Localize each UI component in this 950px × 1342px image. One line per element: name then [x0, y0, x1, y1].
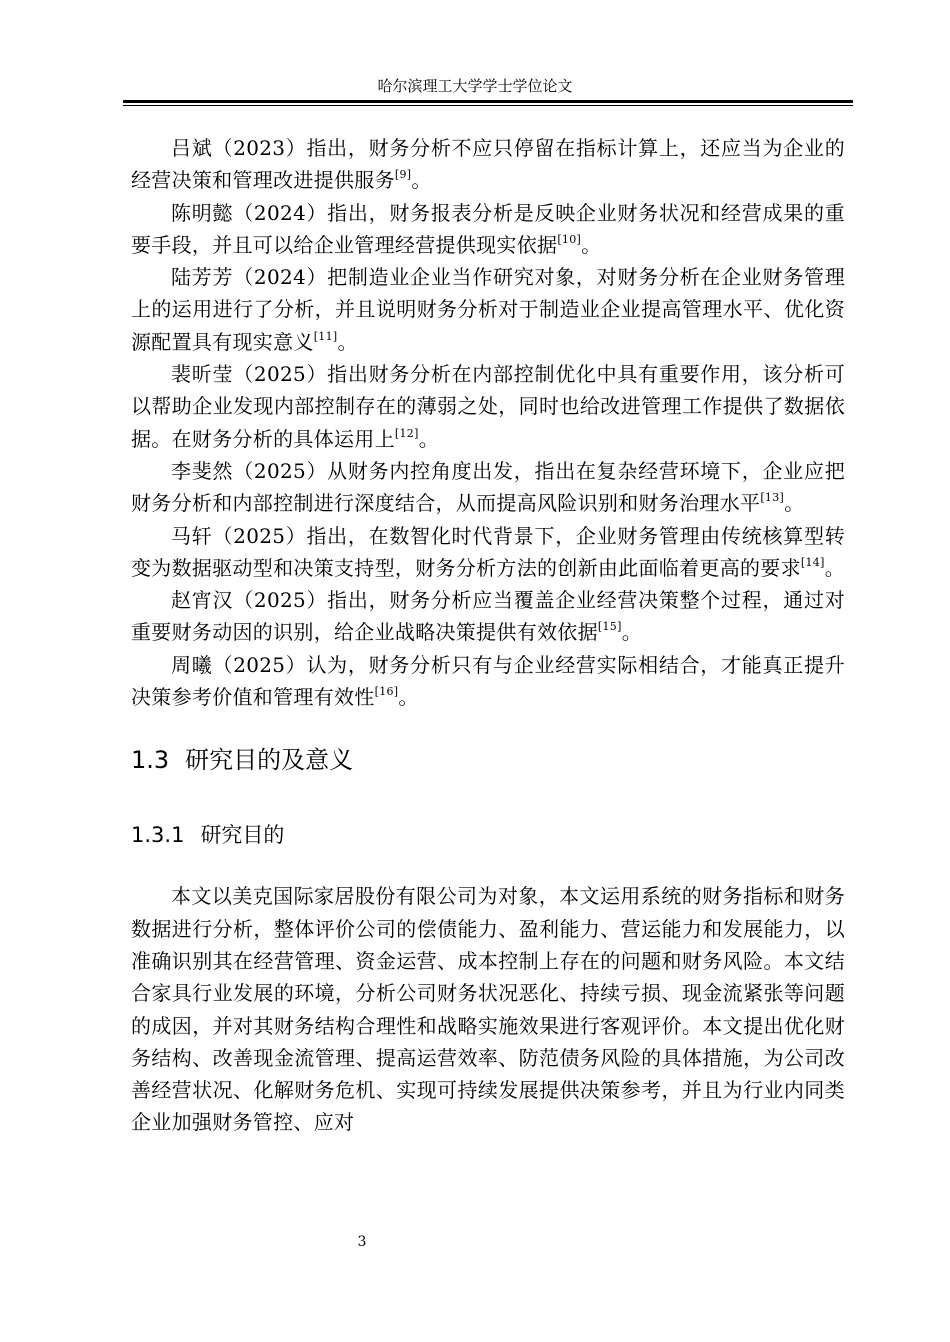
paragraph-ma-xuan: 马轩（2025）指出，在数智化时代背景下，企业财务管理由传统核算型转变为数据驱动型和决策支持型，财务分析方法的创新由此面临着更高的要求[14]。 [131, 523, 845, 580]
paragraph-li-feiran: 李斐然（2025）从财务内控角度出发，指出在复杂经营环境下，企业应把财务分析和内部控制进行深度结合，从而提高风险识别和财务治理水平[13]。 [131, 458, 845, 516]
subsection-title: 研究目的 [200, 823, 285, 848]
citation: [14] [800, 555, 825, 569]
citation: [16] [374, 685, 399, 699]
header-rule-thick [123, 100, 853, 103]
subsection-number: 1.3.1 [131, 823, 185, 848]
paragraph-chen-mingyi: 陈明懿（2024）指出，财务报表分析是反映企业财务状况和经营成果的重要手段，并且可以给企业管理经营提供现实依据[10]。 [131, 200, 845, 257]
section-number: 1.3 [131, 746, 170, 775]
section-title: 研究目的及意义 [185, 746, 354, 775]
paragraph-zhou-xi: 周曦（2025）认为，财务分析只有与企业经营实际相结合，才能真正提升决策参考价值和管理有效性[16]。 [131, 652, 845, 710]
citation: [10] [557, 232, 582, 246]
citation: [13] [760, 491, 785, 505]
paragraph-lu-fangfang: 陆芳芳（2024）把制造业企业当作研究对象，对财务分析在企业财务管理上的运用进行了分析，并且说明财务分析对于制造业企业提高管理水平、优化资源配置具有现实意义[11]。 [131, 265, 845, 354]
section-heading [131, 742, 845, 778]
page-number: 3 [357, 1234, 367, 1250]
citation: [12] [394, 426, 419, 440]
paragraph-research-purpose: 本文以美克国际家居股份有限公司为对象，本文运用系统的财务指标和财务数据进行分析，整体评价公司的偿债能力、盈利能力、营运能力和发展能力，以准确识别其在经营管理、资金运营、成本控制上存在的问题和财务风险。本文结合家具行业发展的环境，分析公司财务状况恶化、持续亏损、现金流紧张等问题的成因，并对其财务结构合理性和战略实施效果进行客观评价。本文提出优化财务结构、改善现金流管理、提高运营效率、防范债务风险的具体措施，为公司改善经营状况、化解财务危机、实现可持续发展提供决策参考，并且为行业内同类企业加强财务管控、应对 [131, 884, 845, 1135]
page-content [131, 132, 845, 1139]
paragraph-pei-xinying: 裴昕莹（2025）指出财务分析在内部控制优化中具有重要作用，该分析可以帮助企业发现内部控制存在的薄弱之处，同时也给改进管理工作提供了数据依据。在财务分析的具体运用上[12]。 [131, 362, 845, 451]
citation: [15] [597, 620, 622, 634]
citation: [11] [313, 329, 338, 343]
paragraph-lv-bin: 吕斌（2023）指出，财务分析不应只停留在指标计算上，还应当为企业的经营决策和管理改进提供服务[9]。 [131, 136, 845, 193]
citation: [9] [394, 168, 412, 182]
paragraph-zhao-xiaohan: 赵宵汉（2025）指出，财务分析应当覆盖企业经营决策整个过程，通过对重要财务动因的识别，给企业战略决策提供有效依据[15]。 [131, 588, 845, 645]
header-rule-thin [123, 105, 853, 106]
subsection-heading [131, 819, 845, 851]
running-header: 哈尔滨理工大学学士学位论文 [377, 77, 573, 95]
